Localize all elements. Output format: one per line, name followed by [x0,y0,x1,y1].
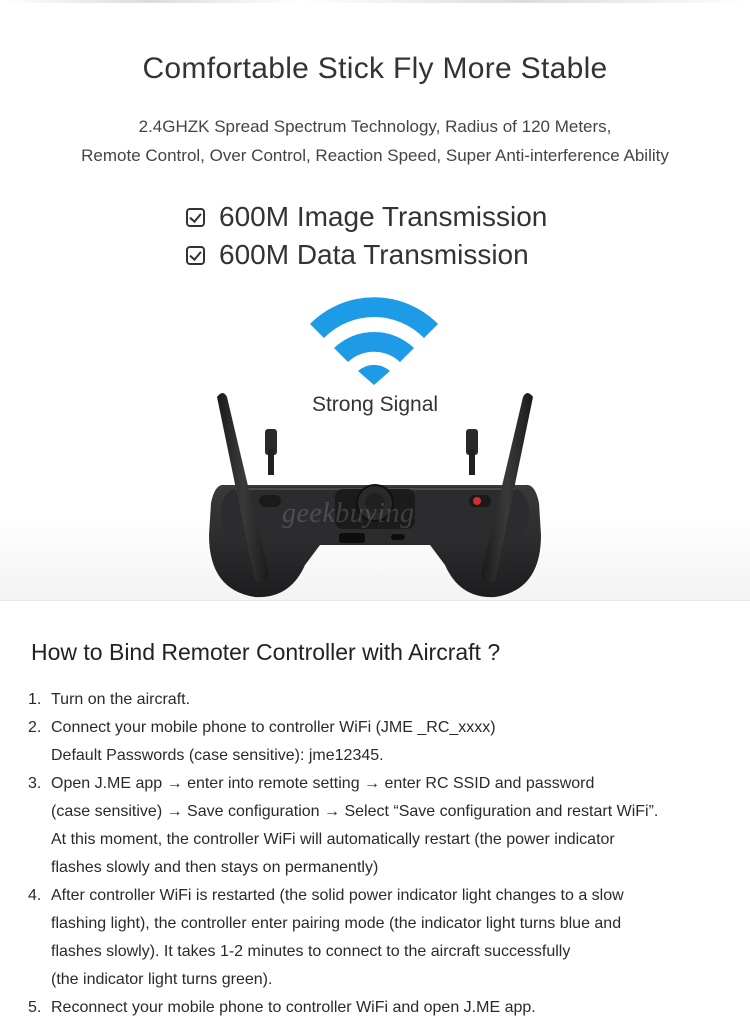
step-text: (the indicator light turns green). [51,971,273,988]
step-text: At this moment, the controller WiFi will automatically restart (the power indicator [51,831,615,848]
list-item [28,714,728,770]
top-border [0,0,750,3]
feature-item-image-transmission [186,201,547,233]
step-text: (case sensitive) → Save configuration → Select “Save configuration and restart WiFi”. [51,803,659,820]
list-item [28,686,728,714]
step-text: Default Passwords (case sensitive): jme12345. [51,747,384,764]
step-text: Open J.ME app → enter into remote setting → enter RC SSID and password [51,775,595,792]
step-text: flashing light), the controller enter pairing mode (the indicator light turns blue and [51,915,622,932]
remote-controller-image [195,385,555,600]
step-text: flashes slowly). It takes 1-2 minutes to connect to the aircraft successfully [51,943,571,960]
hero-subtitle-line-1: 2.4GHZK Spread Spectrum Technology, Radius of 120 Meters, [138,117,612,136]
step-number: 1. [28,691,42,708]
step-text: Reconnect your mobile phone to controller WiFi and open J.ME app. [51,999,536,1016]
step-text: After controller WiFi is restarted (the solid power indicator light changes to a slow [51,887,624,904]
feature-label: 600M Image Transmission [219,201,548,232]
list-item [28,994,728,1022]
checkbox-icon [186,246,205,265]
feature-item-data-transmission [186,239,529,271]
step-number: 2. [28,719,42,736]
watermark: geekbuying [282,498,415,529]
binding-title: How to Bind Remoter Controller with Aircraft ? [31,639,501,665]
signal-label: Strong Signal [311,393,439,416]
step-text: Connect your mobile phone to controller WiFi (JME _RC_xxxx) [51,719,496,736]
list-item [28,882,728,994]
binding-steps [28,686,728,1022]
hero-title: Comfortable Stick Fly More Stable [142,52,608,85]
step-number: 3. [28,775,42,792]
hero-subtitle-line-2: Remote Control, Over Control, Reaction Speed, Super Anti-interference Ability [81,146,669,165]
step-number: 5. [28,999,42,1016]
step-number: 4. [28,887,42,904]
wifi-icon [306,294,442,386]
section-divider [0,600,750,601]
checkbox-icon [186,208,205,227]
step-text: Turn on the aircraft. [51,691,191,708]
step-text: flashes slowly and then stays on permanently) [51,859,379,876]
feature-label: 600M Data Transmission [219,239,529,270]
list-item [28,770,728,882]
